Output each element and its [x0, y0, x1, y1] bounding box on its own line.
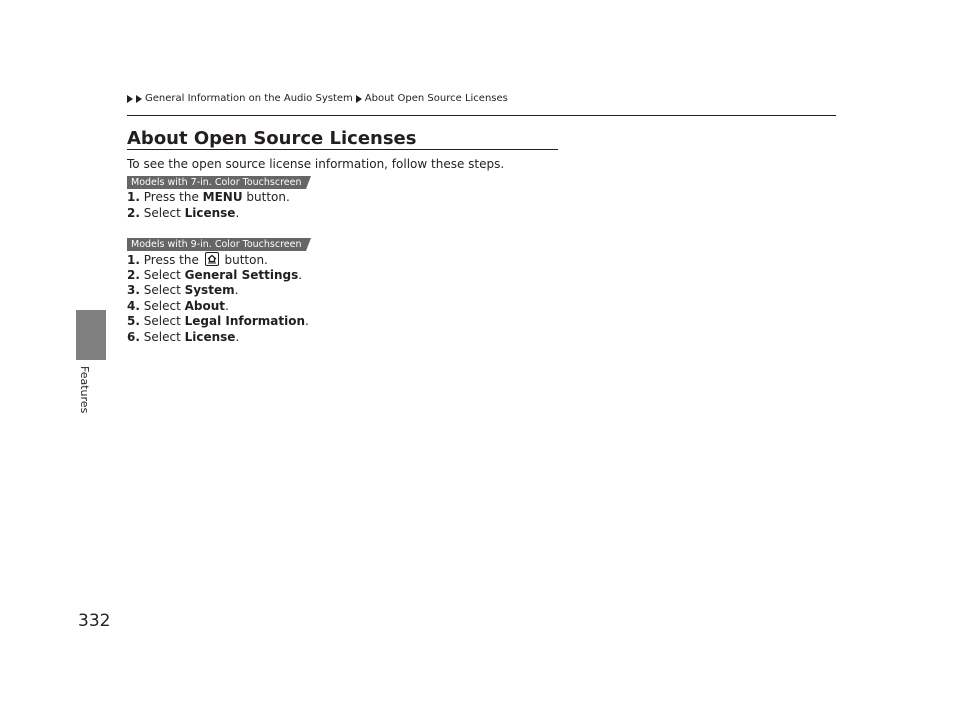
step-text: . — [225, 298, 229, 313]
step-number: 5. — [127, 314, 140, 328]
page-title: About Open Source Licenses — [127, 128, 417, 149]
breadcrumb-parent[interactable]: General Information on the Audio System — [145, 93, 353, 104]
step-text: . — [235, 205, 240, 220]
title-divider — [127, 149, 558, 150]
model-badge-label: Models with 9-in. Color Touchscreen — [131, 239, 302, 250]
header-divider — [127, 115, 836, 116]
step-item — [127, 190, 290, 206]
section-label: Features — [78, 366, 91, 414]
step-text: Select — [143, 205, 185, 220]
step-target: Legal Information — [184, 314, 305, 328]
home-button-icon — [205, 252, 219, 266]
step-text: Select — [143, 329, 185, 344]
steps-9in — [127, 252, 309, 345]
step-number: 4. — [127, 298, 140, 313]
steps-7in — [127, 190, 290, 221]
step-text: Press the — [143, 253, 203, 267]
breadcrumb-arrow-icon — [136, 95, 142, 103]
step-text: . — [235, 329, 240, 344]
step-item — [127, 299, 309, 315]
breadcrumb — [127, 93, 508, 104]
step-number: 2. — [127, 267, 140, 282]
step-item — [127, 252, 309, 268]
step-text: Select — [143, 267, 185, 282]
step-item — [127, 314, 309, 330]
step-text: . — [305, 314, 309, 328]
step-number: 1. — [127, 253, 140, 267]
step-item — [127, 330, 309, 346]
model-badge-label: Models with 7-in. Color Touchscreen — [131, 177, 302, 188]
breadcrumb-arrow-icon — [356, 95, 362, 103]
intro-text: To see the open source license information, follow these steps. — [127, 157, 505, 171]
step-target: License — [184, 205, 236, 220]
model-badge-7in — [127, 176, 306, 189]
breadcrumb-current: About Open Source Licenses — [364, 93, 508, 104]
step-text: . — [234, 283, 239, 297]
step-text: button. — [242, 190, 290, 204]
step-text: Select — [143, 283, 185, 297]
step-target: MENU — [202, 190, 243, 204]
step-text: Select — [143, 298, 185, 313]
step-item — [127, 206, 290, 222]
section-tab — [76, 310, 106, 360]
step-target: General Settings — [184, 267, 299, 282]
breadcrumb-arrow-icon — [127, 95, 133, 103]
page-number: 332 — [78, 611, 111, 631]
step-number: 3. — [127, 283, 140, 297]
step-number: 2. — [127, 205, 140, 220]
step-text: button. — [220, 253, 268, 267]
step-text: . — [298, 267, 303, 282]
step-target: System — [184, 283, 235, 297]
model-badge-9in — [127, 238, 306, 251]
step-number: 6. — [127, 329, 140, 344]
step-text: Press the — [143, 190, 203, 204]
step-number: 1. — [127, 190, 140, 204]
step-target: License — [184, 329, 236, 344]
step-target: About — [184, 298, 225, 313]
step-text: Select — [143, 314, 185, 328]
step-item — [127, 268, 309, 284]
step-item — [127, 283, 309, 299]
